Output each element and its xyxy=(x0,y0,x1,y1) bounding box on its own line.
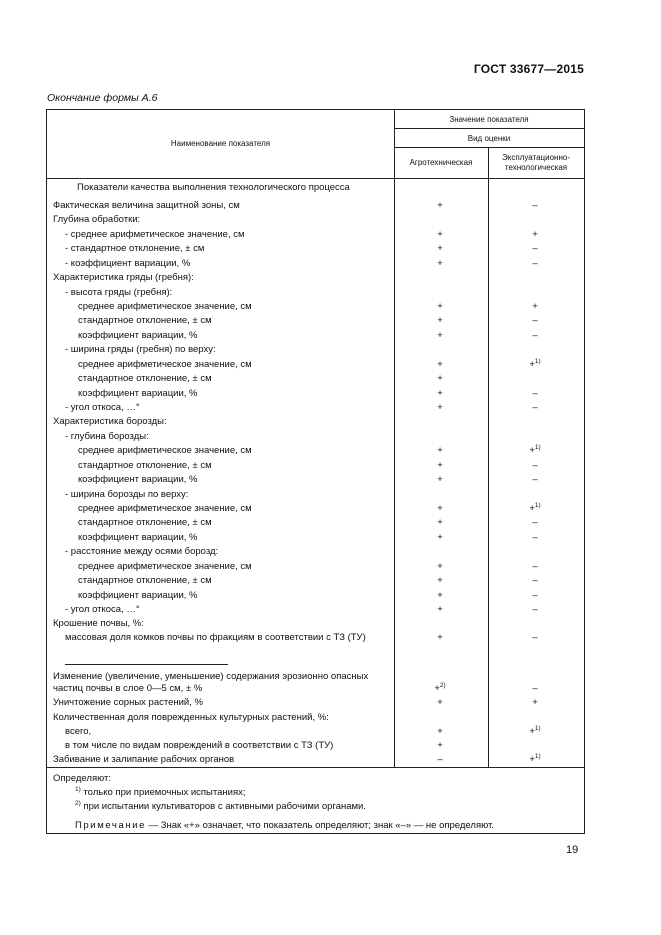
row-name: стандартное отклонение, ± см xyxy=(78,460,212,471)
value-expl-text: – xyxy=(532,632,538,643)
value-expl xyxy=(515,753,555,767)
table-row xyxy=(47,753,584,767)
value-agro: + xyxy=(437,503,443,514)
table-row xyxy=(47,401,584,415)
row-name: Уничтожение сорных растений, % xyxy=(53,697,203,708)
row-name: коэффициент вариации, % xyxy=(78,590,198,601)
table-row xyxy=(47,271,584,285)
footnote-2 xyxy=(75,801,366,812)
value-agro: + xyxy=(437,315,443,326)
value-expl xyxy=(515,300,555,314)
row-name: коэффициент вариации, % xyxy=(78,330,198,341)
table-row xyxy=(47,531,584,545)
row-name: Глубина обработки: xyxy=(53,214,141,225)
row-name: стандартное отклонение, ± см xyxy=(78,315,212,326)
value-expl-text: – xyxy=(532,575,538,586)
row-name: в том числе по видам повреждений в соответствии с ТЗ (ТУ) xyxy=(65,740,334,751)
row-name: - глубина борозды: xyxy=(65,431,149,442)
row-name: - высота гряды (гребня): xyxy=(65,287,173,298)
row-name: коэффициент вариации, % xyxy=(78,474,198,485)
row-name: коэффициент вариации, % xyxy=(78,388,198,399)
value-expl-text: – xyxy=(532,590,538,601)
value-expl xyxy=(515,696,555,710)
row-name: - расстояние между осями борозд: xyxy=(65,546,219,557)
note-label: Примечание xyxy=(75,820,146,831)
value-expl-text: – xyxy=(532,604,538,615)
value-expl xyxy=(515,631,555,645)
value-expl xyxy=(515,603,555,617)
note xyxy=(75,820,494,831)
value-agro-footnote-mark: 2) xyxy=(439,681,446,689)
value-expl xyxy=(515,459,555,473)
row-name: стандартное отклонение, ± см xyxy=(78,373,212,384)
value-expl-text: + xyxy=(529,503,535,514)
form-caption: Окончание формы А.6 xyxy=(47,92,158,104)
table-row xyxy=(47,725,584,739)
value-expl xyxy=(515,473,555,487)
value-expl xyxy=(515,314,555,328)
value-expl-text: – xyxy=(532,200,538,211)
value-expl-text: – xyxy=(532,330,538,341)
value-agro: + xyxy=(437,740,443,751)
value-agro: + xyxy=(437,388,443,399)
row-name: среднее арифметическое значение, см xyxy=(78,301,252,312)
value-expl-text: – xyxy=(532,517,538,528)
row-name: частиц почвы в слое 0—5 см, ± % xyxy=(53,683,203,694)
table-row xyxy=(47,589,584,603)
row-name: Крошение почвы, %: xyxy=(53,618,144,629)
value-agro: + xyxy=(437,590,443,601)
value-expl-footnote-mark: 1) xyxy=(534,357,541,365)
value-expl-text: + xyxy=(529,726,535,737)
value-agro: + xyxy=(437,532,443,543)
value-expl xyxy=(515,242,555,256)
row-name: стандартное отклонение, ± см xyxy=(78,575,212,586)
row-name: - угол откоса, …° xyxy=(65,402,140,413)
column-header-name: Наименование показателя xyxy=(170,139,271,148)
value-agro: – xyxy=(437,754,443,765)
value-expl xyxy=(515,589,555,603)
table-row xyxy=(47,739,584,753)
value-agro: + xyxy=(437,460,443,471)
table-row xyxy=(47,473,584,487)
value-agro: + xyxy=(437,517,443,528)
value-expl-text: – xyxy=(532,474,538,485)
row-name: Фактическая величина защитной зоны, см xyxy=(53,200,240,211)
footnote-2-text: при испытании культиваторов с активными рабочими органами. xyxy=(83,801,366,812)
value-agro: + xyxy=(437,561,443,572)
value-expl-footnote-mark: 1) xyxy=(534,752,541,760)
column-header-expl-line2: технологическая xyxy=(504,163,568,172)
table-row xyxy=(47,358,584,372)
table-row xyxy=(47,502,584,516)
value-agro: + xyxy=(437,258,443,269)
row-name: - ширина гряды (гребня) по верху: xyxy=(65,344,216,355)
value-agro: + xyxy=(437,697,443,708)
section-title-row xyxy=(47,181,584,195)
value-expl-text: – xyxy=(532,460,538,471)
row-name: среднее арифметическое значение, см xyxy=(78,561,252,572)
row-name: Характеристика гряды (гребня): xyxy=(53,272,194,283)
row-name: среднее арифметическое значение, см xyxy=(78,503,252,514)
table-row xyxy=(47,444,584,458)
table-row xyxy=(47,430,584,444)
value-agro: + xyxy=(437,474,443,485)
footnote-separator xyxy=(65,664,228,665)
table-row xyxy=(47,696,584,710)
table-row xyxy=(47,631,584,645)
column-header-expl xyxy=(488,153,584,173)
value-expl-text: – xyxy=(532,258,538,269)
footnote-1-mark: 1) xyxy=(75,785,81,793)
table-row xyxy=(47,617,584,631)
table-row xyxy=(47,286,584,300)
value-expl xyxy=(515,329,555,343)
table-row xyxy=(47,415,584,429)
value-agro: + xyxy=(437,445,443,456)
value-agro xyxy=(420,682,460,696)
value-expl xyxy=(515,560,555,574)
row-name: среднее арифметическое значение, см xyxy=(78,359,252,370)
column-header-value: Значение показателя xyxy=(449,115,529,124)
row-name: - ширина борозды по верху: xyxy=(65,489,189,500)
value-agro: + xyxy=(437,575,443,586)
value-agro: + xyxy=(437,726,443,737)
table-row xyxy=(47,488,584,502)
table-row xyxy=(47,574,584,588)
column-header-expl-line1: Эксплуатационно- xyxy=(502,153,570,162)
table-row xyxy=(47,516,584,530)
value-expl xyxy=(515,228,555,242)
value-expl xyxy=(515,358,555,372)
value-agro: + xyxy=(437,200,443,211)
value-expl xyxy=(515,387,555,401)
value-expl xyxy=(515,199,555,213)
value-expl-footnote-mark: 1) xyxy=(534,443,541,451)
value-expl: – xyxy=(532,683,538,694)
table-row xyxy=(47,711,584,725)
indicators-table xyxy=(46,109,585,834)
value-expl-text: + xyxy=(529,445,535,456)
row-name: - стандартное отклонение, ± см xyxy=(65,243,205,254)
value-expl xyxy=(515,257,555,271)
value-expl-text: – xyxy=(532,561,538,572)
value-expl-text: + xyxy=(529,359,535,370)
document-code: ГОСТ 33677—2015 xyxy=(473,62,584,76)
value-agro: + xyxy=(437,373,443,384)
value-expl xyxy=(515,444,555,458)
row-name: - угол откоса, …° xyxy=(65,604,140,615)
value-expl xyxy=(515,574,555,588)
table-row-erosion-2 xyxy=(47,682,584,696)
table-row xyxy=(47,300,584,314)
value-expl-footnote-mark: 1) xyxy=(534,501,541,509)
value-expl xyxy=(515,401,555,415)
table-row xyxy=(47,228,584,242)
footer-title: Определяют: xyxy=(53,773,111,784)
table-row xyxy=(47,329,584,343)
row-name: стандартное отклонение, ± см xyxy=(78,517,212,528)
footnote-1-text: только при приемочных испытаниях; xyxy=(83,787,246,798)
value-expl-text: – xyxy=(532,388,538,399)
value-expl-text: + xyxy=(532,229,538,240)
footnote-2-mark: 2) xyxy=(75,799,81,807)
row-name: - коэффициент вариации, % xyxy=(65,258,191,269)
value-expl xyxy=(515,516,555,530)
value-expl xyxy=(515,531,555,545)
table-row xyxy=(47,560,584,574)
column-header-assessment: Вид оценки xyxy=(467,134,511,143)
value-agro: + xyxy=(437,330,443,341)
value-agro: + xyxy=(437,301,443,312)
value-expl-text: + xyxy=(529,754,535,765)
table-row xyxy=(47,459,584,473)
row-name: Забивание и залипание рабочих органов xyxy=(53,754,235,765)
table-row xyxy=(47,199,584,213)
value-expl-text: – xyxy=(532,532,538,543)
table-row xyxy=(47,343,584,357)
value-expl xyxy=(515,725,555,739)
row-name: среднее арифметическое значение, см xyxy=(78,445,252,456)
column-header-agro: Агротехническая xyxy=(409,158,473,167)
value-agro: + xyxy=(437,604,443,615)
note-text: — Знак «+» означает, что показатель определяют; знак «–» — не определяют. xyxy=(146,820,494,831)
table-row xyxy=(47,213,584,227)
table-row xyxy=(47,603,584,617)
table-row xyxy=(47,314,584,328)
value-agro: + xyxy=(437,243,443,254)
footnote-1 xyxy=(75,787,245,798)
row-name: всего, xyxy=(65,726,92,737)
value-expl-text: – xyxy=(532,315,538,326)
page-number: 19 xyxy=(566,844,579,856)
row-name: Количественная доля поврежденных культурных растений, %: xyxy=(53,712,329,723)
value-agro: + xyxy=(437,632,443,643)
value-agro: + xyxy=(437,359,443,370)
row-name: Характеристика борозды: xyxy=(53,416,167,427)
value-expl-footnote-mark: 1) xyxy=(534,724,541,732)
value-agro: + xyxy=(437,402,443,413)
value-expl-text: – xyxy=(532,243,538,254)
table-row xyxy=(47,387,584,401)
value-expl xyxy=(515,502,555,516)
row-name: - среднее арифметическое значение, см xyxy=(65,229,245,240)
section-title: Показатели качества выполнения технологического процесса xyxy=(77,182,350,193)
value-expl-text: + xyxy=(532,697,538,708)
value-expl-text: + xyxy=(532,301,538,312)
table-row xyxy=(47,242,584,256)
value-expl-text: – xyxy=(532,402,538,413)
table-row xyxy=(47,545,584,559)
value-agro-text: + xyxy=(434,683,440,694)
value-agro: + xyxy=(437,229,443,240)
row-name: Изменение (увеличение, уменьшение) содержания эрозионно опасных xyxy=(53,671,369,682)
row-name: коэффициент вариации, % xyxy=(78,532,198,543)
row-name: массовая доля комков почвы по фракциям в соответствии с ТЗ (ТУ) xyxy=(65,632,366,643)
table-row xyxy=(47,257,584,271)
table-row xyxy=(47,372,584,386)
